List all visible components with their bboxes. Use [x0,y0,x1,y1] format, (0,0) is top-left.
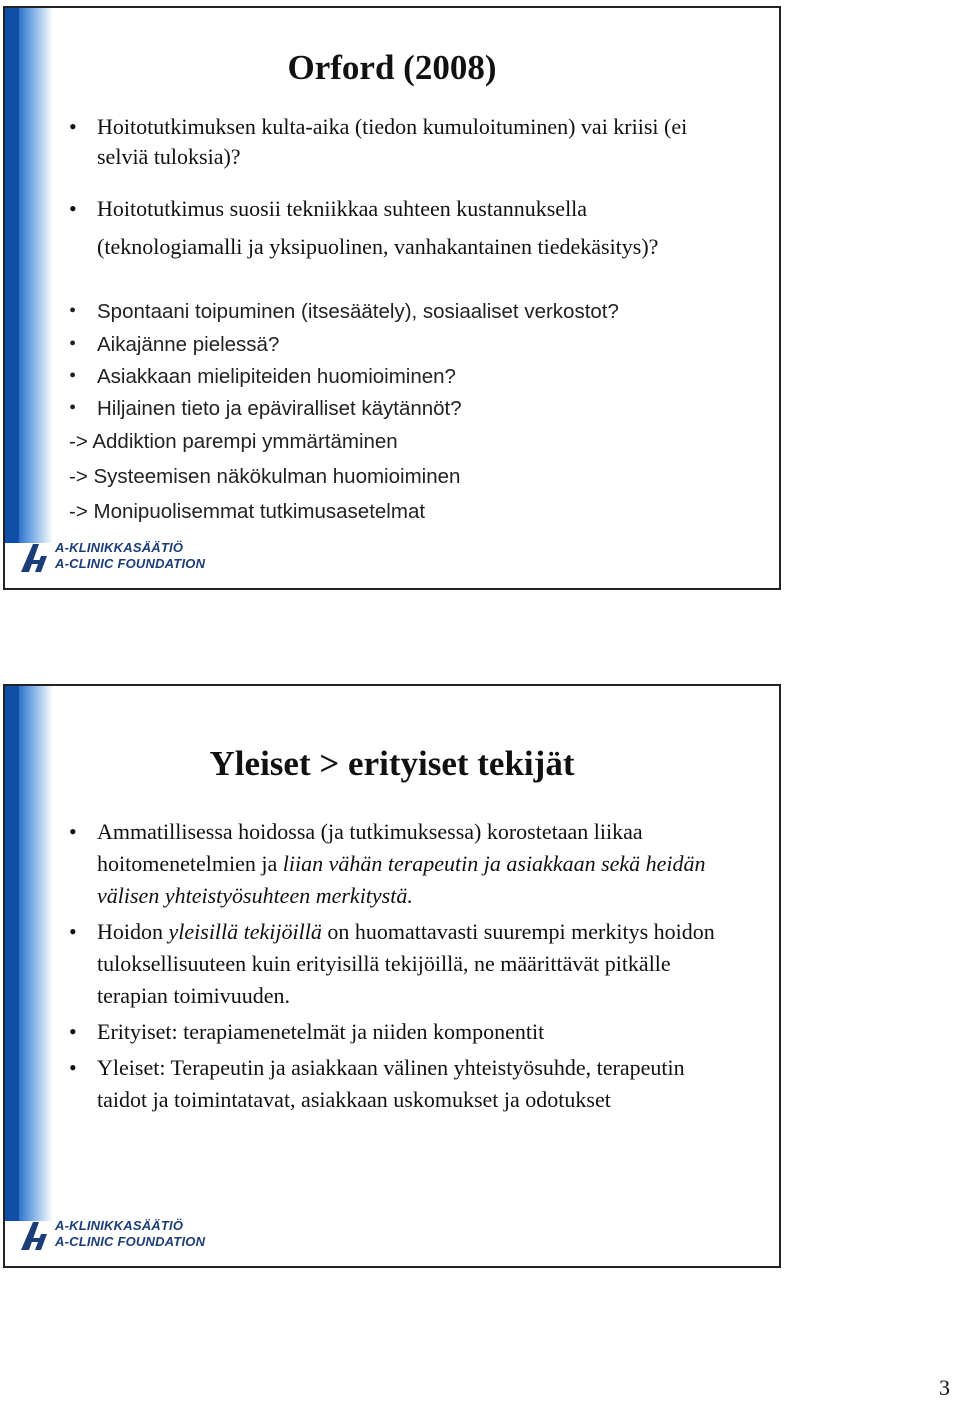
arrow-line: -> Addiktion parempi ymmärtäminen [69,430,398,453]
bullet-item: • Asiakkaan mielipiteiden huomioiminen? [69,361,719,392]
logo-line-2: A-CLINIC FOUNDATION [55,556,206,571]
a-clinic-logo-icon [19,1220,51,1252]
a-clinic-logo [19,540,219,576]
bullet-item: • Spontaani toipuminen (itsesäätely), sosiaaliset verkostot? [69,295,719,328]
bullet-text: Hoidon [97,919,169,944]
bullet-text: Ammatillisessa hoidossa (ja tutkimuksessa) korostetaan liikaa hoitomenetelmien ja [97,819,643,876]
bullet-item: • Yleiset: Terapeutin ja asiakkaan välinen yhteistyösuhde, terapeutin taidot ja toimintatavat, asiakkaan uskomukset ja odotukset [69,1052,719,1116]
bullet-item [69,816,719,912]
bullet-item [69,916,719,1012]
bullet-text-italic: yleisillä tekijöillä [168,919,322,944]
bullet-item: • Aikajänne pielessä? [69,328,719,361]
logo-text [55,540,205,572]
arrow-line: -> Monipuolisemmat tutkimusasetelmat [69,500,426,523]
logo-line-1: A-KLINIKKASÄÄTIÖ [55,540,184,555]
bullet-text: on huomattavasti suurempi merkitys hoidon tuloksellisuuteen kuin erityisillä tekijöillä, ne määrittävät pitkälle terapian toimivuuden. [97,919,715,1008]
slide-1-bullets [69,112,719,188]
page-number: 3 [939,1375,950,1400]
slide-1 [3,6,781,590]
slide-1-bullets-b [69,190,719,266]
a-clinic-logo [19,1218,219,1254]
bullet-text-italic: liian vähän terapeutin ja asiakkaan sekä heidän välisen yhteistyösuhteen merkitystä. [97,851,706,908]
a-clinic-logo-icon [19,542,51,574]
logo-line-1: A-KLINIKKASÄÄTIÖ [55,1218,184,1233]
slide-title: Orford (2008) [287,48,497,87]
bullet-item: • Hoitotutkimuksen kulta-aika (tiedon kumuloituminen) vai kriisi (ei selviä tuloksia)? [69,112,719,172]
slide-2 [3,684,781,1268]
slide-1-bullets-sans [69,295,719,529]
bullet-item: • Hiljainen tieto ja epäviralliset käytännöt? [69,392,719,425]
bullet-item: • Erityiset: terapiamenetelmät ja niiden komponentit [69,1016,719,1048]
slide-accent-stripe [5,8,53,543]
bullet-item: • Hoitotutkimus suosii tekniikkaa suhteen kustannuksella (teknologiamalli ja yksipuolinen, vanhakantainen tiedekäsitys)? [69,190,719,266]
slide-title: Yleiset > erityiset tekijät [209,744,575,783]
logo-text [55,1218,205,1250]
logo-line-2: A-CLINIC FOUNDATION [55,1234,206,1249]
slide-2-bullets [69,816,719,1116]
arrow-line: -> Systeemisen näkökulman huomioiminen [69,465,461,488]
